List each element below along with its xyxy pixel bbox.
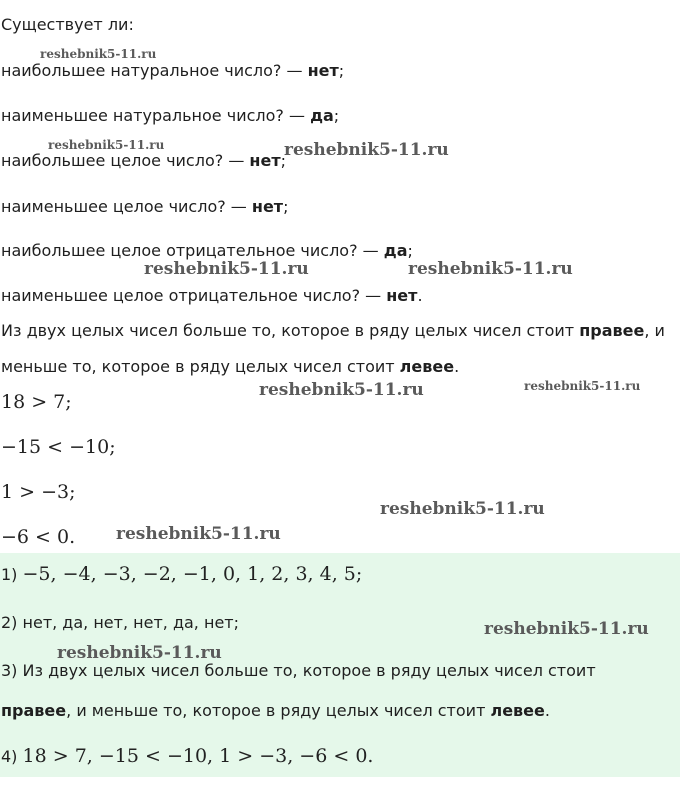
answer-4-value: 18 > 7, −15 < −10, 1 > −3, −6 < 0. [22, 745, 374, 767]
item-2 [1, 105, 339, 127]
answer-1 [1, 563, 362, 586]
item-end: ; [338, 61, 345, 80]
answer-3-text: , и меньше то, которое в ряду целых чисел стоит [66, 701, 491, 720]
item-end: ; [283, 197, 289, 216]
item-text: наименьшее целое отрицательное число? — [1, 286, 387, 305]
rule-left-word: левее [399, 357, 455, 376]
rule-text: Из двух целых чисел больше то, которое в ряду целых чисел стоит [1, 321, 580, 340]
watermark: reshebnik5-11.ru [40, 47, 157, 61]
item-text: наименьшее натуральное число? — [1, 106, 311, 125]
question-heading: Существует ли: [1, 15, 134, 34]
item-6 [1, 285, 423, 307]
answer-2: 2) нет, да, нет, нет, да, нет; [1, 613, 239, 632]
answer-label: 1) [1, 565, 18, 584]
answer-3-line-1: 3) Из двух целых чисел больше то, которое в ряду целых чисел стоит [1, 661, 596, 680]
comparison-3: 1 > −3; [1, 481, 76, 503]
watermark: reshebnik5-11.ru [57, 643, 222, 663]
item-end: ; [407, 241, 413, 260]
item-text: наибольшее натуральное число? — [1, 61, 308, 80]
comparison-1: 18 > 7; [1, 391, 72, 413]
answer-3-end: . [544, 701, 550, 720]
watermark: reshebnik5-11.ru [116, 524, 281, 544]
item-text: наибольшее целое отрицательное число? — [1, 241, 384, 260]
item-answer: нет [249, 151, 281, 170]
answer-4 [1, 745, 373, 768]
item-answer: да [383, 241, 408, 260]
rule-line-2 [1, 356, 459, 378]
comparison-2: −15 < −10; [1, 436, 116, 458]
item-text: наименьшее целое число? — [1, 197, 252, 216]
answer-3-right-word: правее [1, 701, 67, 720]
item-answer: нет [251, 197, 284, 216]
item-1 [1, 60, 344, 82]
answer-label: 4) [1, 747, 18, 766]
item-end: ; [333, 106, 340, 125]
item-3 [1, 150, 286, 172]
rule-text: меньше то, которое в ряду целых чисел стоит [1, 357, 400, 376]
rule-line-1 [1, 320, 665, 342]
item-text: наибольшее целое число? — [1, 151, 250, 170]
item-answer: нет [307, 61, 339, 80]
watermark: reshebnik5-11.ru [484, 619, 649, 639]
answer-1-value: −5, −4, −3, −2, −1, 0, 1, 2, 3, 4, 5; [22, 563, 363, 585]
watermark: reshebnik5-11.ru [380, 499, 545, 519]
watermark: reshebnik5-11.ru [48, 138, 165, 152]
item-4 [1, 196, 288, 218]
watermark: reshebnik5-11.ru [259, 380, 424, 400]
watermark: reshebnik5-11.ru [524, 379, 641, 393]
item-end: . [417, 286, 423, 305]
watermark: reshebnik5-11.ru [408, 259, 573, 279]
rule-text: , и [644, 321, 665, 340]
rule-right-word: правее [579, 321, 645, 340]
watermark: reshebnik5-11.ru [284, 140, 449, 160]
rule-text: . [454, 357, 460, 376]
answer-3-line-2 [1, 700, 550, 722]
comparison-4: −6 < 0. [1, 526, 76, 548]
answer-3-left-word: левее [490, 701, 545, 720]
watermark: reshebnik5-11.ru [144, 259, 309, 279]
item-answer: нет [386, 286, 418, 305]
item-answer: да [310, 106, 334, 125]
item-end: ; [280, 151, 286, 170]
